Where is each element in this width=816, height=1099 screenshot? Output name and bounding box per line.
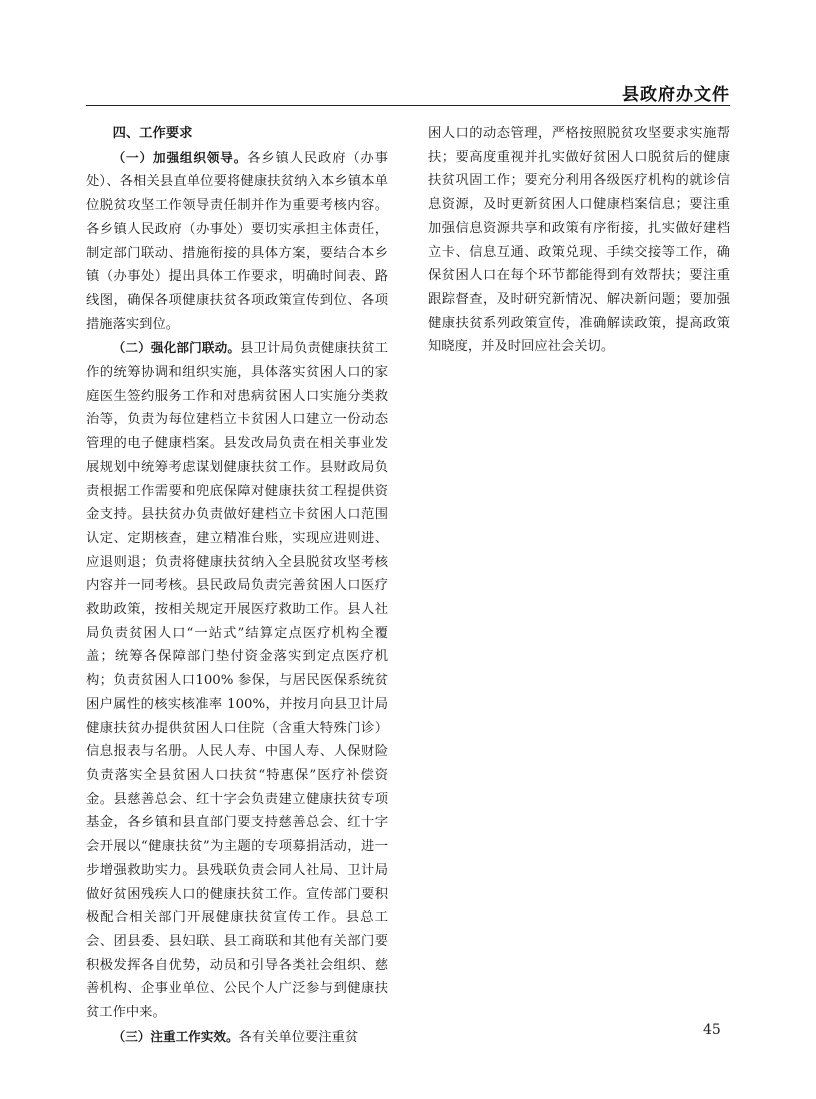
paragraph-effectiveness <box>86 1025 388 1050</box>
header-rule <box>86 105 730 106</box>
paragraph-effectiveness-continued: 困人口的动态管理，严格按照脱贫攻坚要求实施帮扶；要高度重视并扎实做好贫困人口脱贫后的健康扶贫巩固工作；要充分利用各级医疗机构的就诊信息资源，及时更新贫困人口健康档案信息；要注重加强信息资源共享和政策有序衔接，扎实做好建档立卡、信息互通、政策兑现、手续交接等工作，确保贫困人口在每个环节都能得到有效帮扶；要注重跟踪督查，及时研究新情况、解决新问题；要加强健康扶贫系列政策宣传，准确解读政策，提高政策知晓度，并及时回应社会关切。 <box>428 126 730 355</box>
paragraph-organization <box>86 146 388 337</box>
page-header <box>86 76 730 106</box>
subheading-organization: （一）加强组织领导。 <box>112 149 248 165</box>
subheading-coordination: （二）强化部门联动。 <box>112 340 241 356</box>
subheading-effectiveness: （三）注重工作实效。 <box>112 1028 239 1044</box>
paragraph-effectiveness-text: 各有关单位要注重贫 <box>238 1029 359 1045</box>
header-title: 县政府办文件 <box>622 85 730 105</box>
paragraph-organization-text: 各乡镇人民政府（办事处）、各相关县直单位要将健康扶贫纳入本乡镇本单位脱贫攻坚工作领导责任制并作为重要考核内容。各乡镇人民政府（办事处）要切实承担主体责任，制定部门联动、措施衔接的具体方案，要结合本乡镇（办事处）提出具体工作要求，明确时间表、路线图，确保各项健康扶贫各项政策宣传到位、各项措施落实到位。 <box>86 150 389 332</box>
paragraph-coordination-text: 县卫计局负责健康扶贫工作的统筹协调和组织实施，具体落实贫困人口的家庭医生签约服务工作和对患病贫困人口实施分类救治等，负责为每位建档立卡贫困人口建立一份动态管理的电子健康档案。县发改局负责在相关事业发展规划中统筹考虑谋划健康扶贫工作。县财政局负责根据工作需要和兜底保障对健康扶贫工程提供资金支持。县扶贫办负责做好建档立卡贫困人口范围认定、定期核查，建立精准台账，实现应进则进、应退则退；负责将健康扶贫纳入全县脱贫攻坚考核内容并一同考核。县民政局负责完善贫困人口医疗救助政策，按相关规定开展医疗救助工作。县人社局负责贫困人口“一站式”结算定点医疗机构全覆盖；统筹各保障部门垫付资金落实到定点医疗机构；负责贫困人口100% 参保，与居民医保系统贫困户属性的核实核准率 100%，并按月向县卫计局健康扶贫办提供贫困人口住院（含重大特殊门诊）信息报表与名册。人民人寿、中国人寿、人保财险负责落实全县贫困人口扶贫“特惠保”医疗补偿资金。县慈善总会、红十字会负责建立健康扶贫专项基金，各乡镇和县直部门要支持慈善总会、红十字会开展以“健康扶贫”为主题的专项募捐活动，进一步增强救助实力。县残联负责会同人社局、卫计局做好贫困残疾人口的健康扶贫工作。宣传部门要积极配合相关部门开展健康扶贫宣传工作。县总工会、团县委、县妇联、县工商联和其他有关部门要积极发挥各自优势，动员和引导各类社会组织、慈善机构、企事业单位、公民个人广泛参与到健康扶贫工作中来。 <box>86 341 389 1021</box>
left-column <box>86 122 388 1049</box>
right-column <box>428 122 730 359</box>
section-heading: 四、工作要求 <box>112 126 193 141</box>
paragraph-coordination <box>86 336 388 1024</box>
page-number: 45 <box>703 1022 721 1038</box>
